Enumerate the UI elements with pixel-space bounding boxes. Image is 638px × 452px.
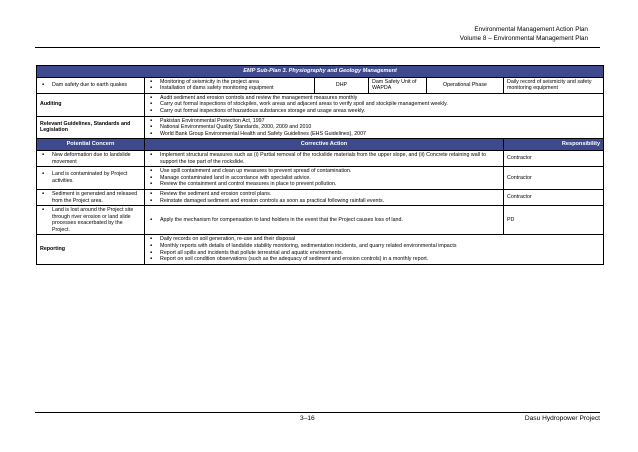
column-header-action: Corrective Action: [145, 139, 504, 151]
action-cell: [145, 206, 504, 235]
column-header-responsibility: Responsibility: [504, 139, 604, 151]
table-row: [37, 150, 604, 166]
table-row: [37, 189, 604, 205]
top-phase: Operational Phase: [427, 77, 504, 93]
footer-rule: [35, 412, 600, 413]
concern-text: ▪ Land is contaminated by Project activities.: [40, 171, 141, 184]
auditing-item: ▪ Carry out formal inspections of stockpiles, work areas and adjacent areas to verify spoil and stockpile management weekly.: [148, 101, 600, 108]
action-item: ▪ Review the containment and control measures in place to prevent pollution.: [148, 181, 500, 188]
guidelines-label: Relevant Guidelines, Standards and Legislation: [37, 116, 145, 139]
responsibility-cell: PD: [504, 206, 604, 235]
page-number: 3–16: [300, 415, 315, 422]
action-cell: [145, 167, 504, 190]
reporting-row: [37, 235, 604, 264]
top-authority: Dam Safety Unit of WAPDA: [369, 77, 427, 93]
responsibility-cell: Contractor: [504, 167, 604, 190]
reporting-item: ▪ Daily records on soil generation, re-use and their disposal: [148, 236, 600, 243]
column-header-row: [37, 139, 604, 151]
concern-text: ▪ New deformation due to landslide movement: [40, 152, 141, 165]
action-cell: [145, 150, 504, 166]
reporting-item: ▪ Report on soil condition observations (such as the adequacy of sediment and erosion controls) in a monthly report.: [148, 256, 600, 263]
plan-title-row: [37, 66, 604, 78]
top-action-item: ▪ Installation of dams safety monitoring equipment: [148, 85, 311, 92]
concern-text: ▪ Land is lost around the Project site through river erosion or land slide processes exacerbated by the Project.: [40, 207, 141, 233]
guidelines-cell: [145, 116, 604, 139]
reporting-cell: [145, 235, 604, 264]
action-cell: [145, 189, 504, 205]
plan-title: EMP Sub-Plan 3. Physiography and Geology Management: [37, 66, 604, 78]
guidelines-row: [37, 116, 604, 139]
action-item: ▪ Apply the mechanism for compensation to land holders in the event that the Project causes loss of land.: [148, 217, 500, 224]
top-concern: ▪ Dam safety due to earth quakes: [40, 82, 141, 89]
header-line-1: Environmental Management Action Plan: [474, 26, 588, 33]
document-header: [460, 26, 588, 43]
header-line-2: Volume 8 – Environmental Management Plan: [459, 34, 588, 42]
emp-table-container: [36, 65, 603, 265]
top-actions-cell: [145, 77, 315, 93]
action-item: ▪ Use spill containment and clean up measures to prevent spread of contamination.: [148, 168, 500, 175]
concern-cell: [37, 189, 145, 205]
auditing-row: [37, 93, 604, 116]
reporting-label: Reporting: [37, 235, 145, 264]
concern-cell: [37, 150, 145, 166]
top-concern-cell: [37, 77, 145, 93]
concern-cell: [37, 206, 145, 235]
guideline-item: ▪ National Environmental Quality Standards, 2000, 2009 and 2010: [148, 124, 600, 131]
auditing-item: ▪ Carry out formal inspections of hazardous substances storage and usage areas weekly.: [148, 108, 600, 115]
responsibility-cell: Contractor: [504, 189, 604, 205]
auditing-label: Auditing: [37, 93, 145, 116]
project-name: Dasu Hydropower Project: [524, 415, 600, 422]
top-action-item: ▪ Monitoring of seismicity in the project area: [148, 79, 311, 86]
action-item: ▪ Reinstate damaged sediment and erosion controls as soon as practical following rainfall events.: [148, 198, 500, 205]
concern-text: ▪ Sediment is generated and released from the Project area.: [40, 191, 141, 204]
action-item: ▪ Manage contaminated land in accordance with specialist advice.: [148, 175, 500, 182]
header-rule: [35, 47, 600, 48]
reporting-item: ▪ Monthly reports with details of landslide stability monitoring, sedimentation incidents, and quarry related environmental impacts: [148, 243, 600, 250]
top-responsibility: DHP: [315, 77, 369, 93]
auditing-item: ▪ Audit sediment and erosion controls and review the management measures monthly: [148, 95, 600, 102]
emp-table: [36, 65, 604, 265]
table-row: [37, 167, 604, 190]
action-item: ▪ Review the sediment and erosion control plans.: [148, 191, 500, 198]
top-record: Daily record of seismicity and safety monitoring equipment: [504, 77, 604, 93]
guideline-item: ▪ World Bank Group Environmental Health and Safety Guidelines (EHS Guidelines), 2007: [148, 131, 600, 138]
action-item: ▪ Implement structural measures such as (i) Partial removal of the rockslide materials from the upper slope, and (ii) Concrete retaining wall to support the toe part of the rockslide.: [148, 152, 500, 165]
concern-cell: [37, 167, 145, 190]
table-row: [37, 206, 604, 235]
top-row: [37, 77, 604, 93]
guideline-item: ▪ Pakistan Environmental Protection Act, 1997: [148, 118, 600, 125]
reporting-item: ▪ Report all spills and incidents that pollute terrestrial and aquatic environments.: [148, 250, 600, 257]
responsibility-cell: Contractor: [504, 150, 604, 166]
column-header-concern: Potential Concern: [37, 139, 145, 151]
auditing-cell: [145, 93, 604, 116]
